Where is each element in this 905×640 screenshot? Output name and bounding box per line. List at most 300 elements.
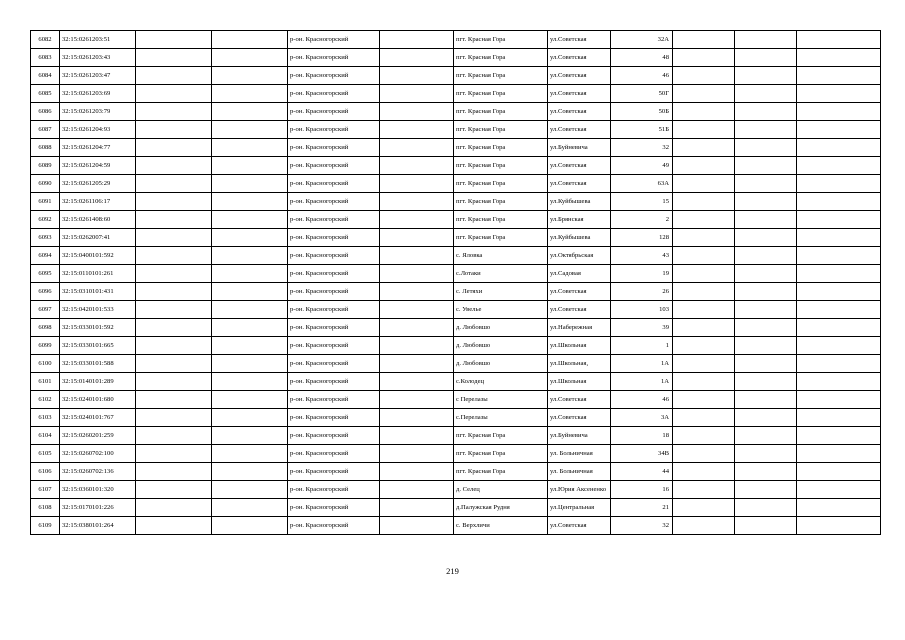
cadastral-number: 32:15:0420101:533 (60, 301, 136, 319)
empty-cell (735, 85, 797, 103)
table-row (31, 49, 881, 67)
table-row (31, 31, 881, 49)
locality-cell: с. Верхличи (454, 517, 548, 535)
empty-cell (212, 463, 288, 481)
empty-cell (212, 499, 288, 517)
empty-cell (735, 517, 797, 535)
empty-cell (735, 283, 797, 301)
locality-cell: пгт. Красная Гора (454, 211, 548, 229)
house-number: 39 (611, 319, 673, 337)
house-number: 32А (611, 31, 673, 49)
table-row (31, 121, 881, 139)
empty-cell (136, 319, 212, 337)
empty-cell (136, 445, 212, 463)
cadastral-number: 32:15:0261203:43 (60, 49, 136, 67)
row-number: 6105 (31, 445, 60, 463)
table-row (31, 139, 881, 157)
empty-cell (212, 265, 288, 283)
empty-cell (797, 31, 881, 49)
row-number: 6082 (31, 31, 60, 49)
empty-cell (380, 517, 454, 535)
empty-cell (673, 427, 735, 445)
empty-cell (797, 499, 881, 517)
empty-cell (136, 193, 212, 211)
cadastral-number: 32:15:0310101:431 (60, 283, 136, 301)
empty-cell (380, 499, 454, 517)
empty-cell (797, 49, 881, 67)
row-number: 6097 (31, 301, 60, 319)
street-cell: ул.Набережная (548, 319, 611, 337)
empty-cell (735, 31, 797, 49)
page-number: 219 (446, 566, 459, 576)
empty-cell (735, 67, 797, 85)
house-number: 2 (611, 211, 673, 229)
empty-cell (797, 301, 881, 319)
table-row (31, 445, 881, 463)
empty-cell (136, 175, 212, 193)
empty-cell (673, 103, 735, 121)
empty-cell (735, 247, 797, 265)
empty-cell (735, 337, 797, 355)
locality-cell: пгт. Красная Гора (454, 229, 548, 247)
house-number: 128 (611, 229, 673, 247)
district-cell: р-он. Красногорский (288, 67, 380, 85)
empty-cell (136, 121, 212, 139)
street-cell: ул.Советская (548, 391, 611, 409)
empty-cell (673, 121, 735, 139)
empty-cell (735, 157, 797, 175)
street-cell: ул.Школьная (548, 337, 611, 355)
cadastral-number: 32:15:0240101:767 (60, 409, 136, 427)
empty-cell (380, 481, 454, 499)
street-cell: ул.Куйбышева (548, 229, 611, 247)
district-cell: р-он. Красногорский (288, 103, 380, 121)
street-cell: ул.Советская (548, 301, 611, 319)
empty-cell (735, 499, 797, 517)
table-row (31, 193, 881, 211)
row-number: 6099 (31, 337, 60, 355)
table-row (31, 103, 881, 121)
empty-cell (735, 445, 797, 463)
row-number: 6098 (31, 319, 60, 337)
empty-cell (673, 67, 735, 85)
locality-cell: пгт. Красная Гора (454, 463, 548, 481)
table-row (31, 463, 881, 481)
empty-cell (797, 157, 881, 175)
cadastral-number: 32:15:0330101:588 (60, 355, 136, 373)
cadastral-number: 32:15:0260702:100 (60, 445, 136, 463)
cadastral-number: 32:15:0261204:59 (60, 157, 136, 175)
house-number: 15 (611, 193, 673, 211)
empty-cell (380, 31, 454, 49)
locality-cell: пгт. Красная Гора (454, 175, 548, 193)
street-cell: ул.Юрия Аксененко (548, 481, 611, 499)
empty-cell (136, 211, 212, 229)
cadastral-number: 32:15:0330101:592 (60, 319, 136, 337)
empty-cell (136, 85, 212, 103)
table-body (31, 31, 881, 535)
empty-cell (380, 247, 454, 265)
empty-cell (735, 229, 797, 247)
empty-cell (212, 481, 288, 499)
district-cell: р-он. Красногорский (288, 247, 380, 265)
cadastral-number: 32:15:0240101:680 (60, 391, 136, 409)
street-cell: ул. Больничная (548, 445, 611, 463)
row-number: 6095 (31, 265, 60, 283)
empty-cell (136, 337, 212, 355)
table-row (31, 391, 881, 409)
empty-cell (212, 427, 288, 445)
district-cell: р-он. Красногорский (288, 31, 380, 49)
house-number: 3А (611, 409, 673, 427)
empty-cell (735, 373, 797, 391)
empty-cell (673, 319, 735, 337)
row-number: 6087 (31, 121, 60, 139)
empty-cell (380, 229, 454, 247)
empty-cell (673, 301, 735, 319)
row-number: 6096 (31, 283, 60, 301)
house-number: 19 (611, 265, 673, 283)
empty-cell (735, 427, 797, 445)
row-number: 6088 (31, 139, 60, 157)
table-row (31, 283, 881, 301)
empty-cell (797, 319, 881, 337)
empty-cell (212, 121, 288, 139)
empty-cell (380, 283, 454, 301)
empty-cell (136, 157, 212, 175)
empty-cell (380, 427, 454, 445)
empty-cell (380, 265, 454, 283)
empty-cell (735, 463, 797, 481)
empty-cell (212, 355, 288, 373)
empty-cell (673, 265, 735, 283)
locality-cell: пгт. Красная Гора (454, 103, 548, 121)
cadastral-number: 32:15:0262007:41 (60, 229, 136, 247)
locality-cell: пгт. Красная Гора (454, 67, 548, 85)
empty-cell (380, 103, 454, 121)
locality-cell: д. Любовшо (454, 355, 548, 373)
street-cell: ул.Советская (548, 517, 611, 535)
empty-cell (797, 103, 881, 121)
locality-cell: д. Любовшо (454, 319, 548, 337)
house-number: 32 (611, 139, 673, 157)
empty-cell (380, 319, 454, 337)
row-number: 6094 (31, 247, 60, 265)
empty-cell (673, 337, 735, 355)
empty-cell (673, 409, 735, 427)
empty-cell (735, 175, 797, 193)
empty-cell (797, 283, 881, 301)
empty-cell (380, 139, 454, 157)
street-cell: ул.Буйневича (548, 139, 611, 157)
locality-cell: с.Колодец (454, 373, 548, 391)
empty-cell (735, 301, 797, 319)
empty-cell (136, 391, 212, 409)
row-number: 6108 (31, 499, 60, 517)
district-cell: р-он. Красногорский (288, 121, 380, 139)
row-number: 6093 (31, 229, 60, 247)
empty-cell (212, 247, 288, 265)
cadastral-number: 32:15:0330101:665 (60, 337, 136, 355)
house-number: 46 (611, 391, 673, 409)
cadastral-number: 32:15:0261203:51 (60, 31, 136, 49)
empty-cell (212, 85, 288, 103)
row-number: 6101 (31, 373, 60, 391)
table-row (31, 157, 881, 175)
empty-cell (136, 373, 212, 391)
empty-cell (735, 265, 797, 283)
street-cell: ул.Советская (548, 121, 611, 139)
empty-cell (735, 193, 797, 211)
empty-cell (797, 67, 881, 85)
empty-cell (797, 409, 881, 427)
row-number: 6089 (31, 157, 60, 175)
street-cell: ул.Советская (548, 103, 611, 121)
empty-cell (136, 355, 212, 373)
house-number: 51Б (611, 121, 673, 139)
row-number: 6084 (31, 67, 60, 85)
empty-cell (797, 373, 881, 391)
empty-cell (673, 517, 735, 535)
empty-cell (673, 229, 735, 247)
empty-cell (136, 265, 212, 283)
empty-cell (136, 229, 212, 247)
empty-cell (212, 301, 288, 319)
district-cell: р-он. Красногорский (288, 481, 380, 499)
empty-cell (136, 463, 212, 481)
table-row (31, 265, 881, 283)
row-number: 6104 (31, 427, 60, 445)
street-cell: ул.Буйневича (548, 427, 611, 445)
house-number: 48 (611, 49, 673, 67)
row-number: 6092 (31, 211, 60, 229)
empty-cell (797, 247, 881, 265)
locality-cell: пгт. Красная Гора (454, 121, 548, 139)
locality-cell: с.Перелазы (454, 409, 548, 427)
street-cell: ул.Октябрьская (548, 247, 611, 265)
empty-cell (673, 445, 735, 463)
empty-cell (797, 463, 881, 481)
empty-cell (735, 139, 797, 157)
table-row (31, 373, 881, 391)
empty-cell (380, 409, 454, 427)
empty-cell (673, 391, 735, 409)
street-cell: ул.Садовая (548, 265, 611, 283)
locality-cell: пгт. Красная Гора (454, 139, 548, 157)
house-number: 46 (611, 67, 673, 85)
locality-cell: пгт. Красная Гора (454, 445, 548, 463)
empty-cell (735, 319, 797, 337)
table-row (31, 499, 881, 517)
row-number: 6106 (31, 463, 60, 481)
empty-cell (136, 301, 212, 319)
empty-cell (212, 445, 288, 463)
table-row (31, 67, 881, 85)
empty-cell (380, 391, 454, 409)
empty-cell (673, 499, 735, 517)
empty-cell (797, 85, 881, 103)
empty-cell (212, 103, 288, 121)
cadastral-number: 32:15:0261408:60 (60, 211, 136, 229)
locality-cell: пгт. Красная Гора (454, 427, 548, 445)
empty-cell (136, 103, 212, 121)
street-cell: ул.Советская (548, 175, 611, 193)
property-table (30, 30, 881, 535)
district-cell: р-он. Красногорский (288, 499, 380, 517)
empty-cell (136, 517, 212, 535)
street-cell: ул.Советская (548, 157, 611, 175)
street-cell: ул.Советская (548, 49, 611, 67)
house-number: 1 (611, 337, 673, 355)
empty-cell (673, 157, 735, 175)
empty-cell (212, 67, 288, 85)
empty-cell (136, 247, 212, 265)
row-number: 6102 (31, 391, 60, 409)
empty-cell (212, 319, 288, 337)
district-cell: р-он. Красногорский (288, 373, 380, 391)
street-cell: ул.Центральная (548, 499, 611, 517)
district-cell: р-он. Красногорский (288, 319, 380, 337)
empty-cell (797, 229, 881, 247)
empty-cell (673, 373, 735, 391)
empty-cell (212, 31, 288, 49)
empty-cell (735, 355, 797, 373)
empty-cell (380, 193, 454, 211)
street-cell: ул.Советская (548, 409, 611, 427)
district-cell: р-он. Красногорский (288, 391, 380, 409)
cadastral-number: 32:15:0110101:261 (60, 265, 136, 283)
table-row (31, 517, 881, 535)
locality-cell: с. Увелье (454, 301, 548, 319)
empty-cell (797, 121, 881, 139)
empty-cell (797, 391, 881, 409)
cadastral-number: 32:15:0260201:259 (60, 427, 136, 445)
table-row (31, 301, 881, 319)
cadastral-number: 32:15:0261203:47 (60, 67, 136, 85)
empty-cell (797, 193, 881, 211)
empty-cell (212, 139, 288, 157)
empty-cell (797, 139, 881, 157)
row-number: 6091 (31, 193, 60, 211)
empty-cell (212, 373, 288, 391)
cadastral-number: 32:15:0260702:136 (60, 463, 136, 481)
empty-cell (380, 337, 454, 355)
empty-cell (212, 337, 288, 355)
street-cell: ул.Школьная, (548, 355, 611, 373)
empty-cell (797, 517, 881, 535)
empty-cell (797, 265, 881, 283)
empty-cell (797, 211, 881, 229)
street-cell: ул.Советская (548, 67, 611, 85)
empty-cell (212, 193, 288, 211)
empty-cell (380, 157, 454, 175)
empty-cell (735, 391, 797, 409)
house-number: 50Б (611, 103, 673, 121)
empty-cell (380, 67, 454, 85)
locality-cell: с. Яловка (454, 247, 548, 265)
empty-cell (380, 175, 454, 193)
row-number: 6090 (31, 175, 60, 193)
empty-cell (673, 175, 735, 193)
street-cell: ул.Советская (548, 85, 611, 103)
empty-cell (380, 373, 454, 391)
table-row (31, 85, 881, 103)
house-number: 34В (611, 445, 673, 463)
street-cell: ул.Школьная (548, 373, 611, 391)
house-number: 63А (611, 175, 673, 193)
table-row (31, 175, 881, 193)
empty-cell (673, 211, 735, 229)
district-cell: р-он. Красногорский (288, 463, 380, 481)
cadastral-number: 32:15:0140101:289 (60, 373, 136, 391)
locality-cell: пгт. Красная Гора (454, 193, 548, 211)
empty-cell (380, 85, 454, 103)
locality-cell: пгт. Красная Гора (454, 85, 548, 103)
empty-cell (212, 211, 288, 229)
house-number: 43 (611, 247, 673, 265)
empty-cell (136, 283, 212, 301)
district-cell: р-он. Красногорский (288, 301, 380, 319)
table-row (31, 481, 881, 499)
street-cell: ул. Больничная (548, 463, 611, 481)
district-cell: р-он. Красногорский (288, 193, 380, 211)
table-row (31, 409, 881, 427)
house-number: 44 (611, 463, 673, 481)
empty-cell (673, 193, 735, 211)
empty-cell (136, 139, 212, 157)
empty-cell (380, 301, 454, 319)
locality-cell: д. Селец (454, 481, 548, 499)
empty-cell (797, 337, 881, 355)
empty-cell (380, 463, 454, 481)
empty-cell (136, 409, 212, 427)
cadastral-number: 32:15:0261203:79 (60, 103, 136, 121)
district-cell: р-он. Красногорский (288, 409, 380, 427)
empty-cell (735, 103, 797, 121)
district-cell: р-он. Красногорский (288, 355, 380, 373)
empty-cell (136, 481, 212, 499)
empty-cell (212, 175, 288, 193)
house-number: 1А (611, 355, 673, 373)
district-cell: р-он. Красногорский (288, 157, 380, 175)
cadastral-number: 32:15:0261205:29 (60, 175, 136, 193)
table-row (31, 319, 881, 337)
district-cell: р-он. Красногорский (288, 211, 380, 229)
empty-cell (673, 247, 735, 265)
locality-cell: пгт. Красная Гора (454, 157, 548, 175)
house-number: 32 (611, 517, 673, 535)
empty-cell (380, 445, 454, 463)
row-number: 6085 (31, 85, 60, 103)
house-number: 26 (611, 283, 673, 301)
empty-cell (212, 157, 288, 175)
district-cell: р-он. Красногорский (288, 337, 380, 355)
empty-cell (380, 121, 454, 139)
district-cell: р-он. Красногорский (288, 517, 380, 535)
empty-cell (136, 49, 212, 67)
house-number: 49 (611, 157, 673, 175)
cadastral-number: 32:15:0400101:592 (60, 247, 136, 265)
empty-cell (673, 355, 735, 373)
empty-cell (735, 409, 797, 427)
empty-cell (673, 283, 735, 301)
cadastral-number: 32:15:0380101:264 (60, 517, 136, 535)
street-cell: ул.Советская (548, 283, 611, 301)
empty-cell (212, 391, 288, 409)
district-cell: р-он. Красногорский (288, 265, 380, 283)
cadastral-number: 32:15:0261204:77 (60, 139, 136, 157)
district-cell: р-он. Красногорский (288, 283, 380, 301)
